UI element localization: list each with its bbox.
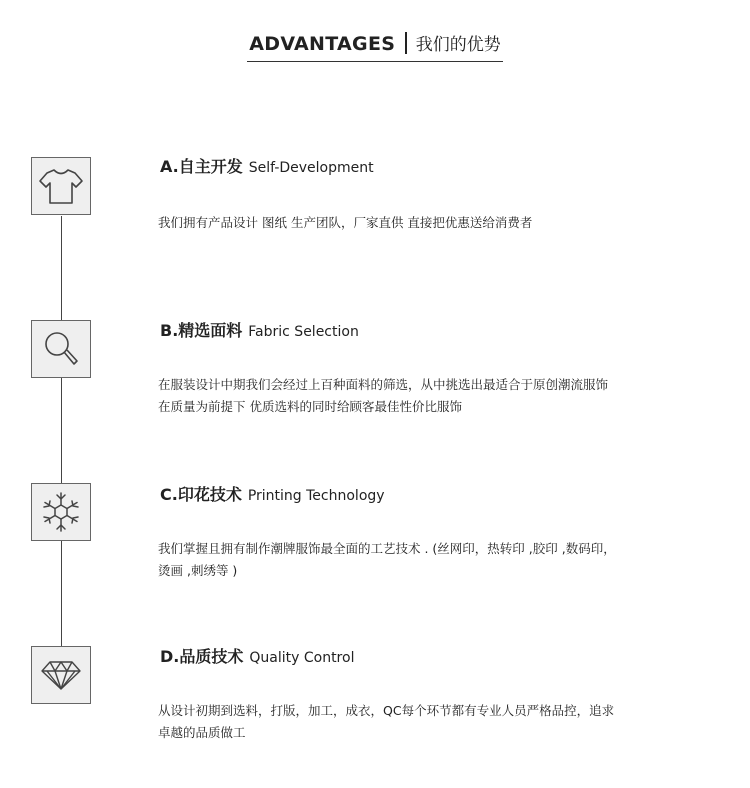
- item-title-c: [160, 482, 385, 505]
- header-title-zh: 我们的优势: [415, 35, 501, 55]
- item-icon-box-a: [31, 157, 91, 215]
- desc-line: 我们拥有产品设计 图纸 生产团队，厂家直供 直接把优惠送给消费者: [158, 215, 533, 230]
- item-desc-d: [158, 700, 698, 744]
- item-title-en: Self-Development: [248, 160, 374, 176]
- item-title-zh: A.自主开发: [160, 157, 243, 176]
- header-underlined-title: [247, 30, 502, 62]
- header-divider: [405, 32, 407, 54]
- item-title-zh: C.印花技术: [160, 485, 242, 504]
- magnifier-icon: [41, 329, 81, 369]
- desc-line: 卓越的品质做工: [158, 725, 246, 740]
- item-title-en: Quality Control: [249, 650, 355, 666]
- item-desc-b: [158, 374, 698, 418]
- snowflake-icon: [39, 490, 83, 534]
- item-desc-a: [158, 212, 698, 234]
- item-title-en: Fabric Selection: [248, 324, 359, 340]
- item-icon-box-d: [31, 646, 91, 704]
- item-title-zh: D.品质技术: [160, 647, 244, 666]
- desc-line: 烫画 ,刺绣等 ): [158, 563, 238, 578]
- diamond-icon: [39, 657, 83, 693]
- timeline-line: [61, 216, 62, 646]
- desc-line: 从设计初期到选料，打版，加工，成衣，QC每个环节都有专业人员严格品控，追求: [158, 703, 615, 718]
- desc-line: 我们掌握且拥有制作潮牌服饰最全面的工艺技术 . (丝网印，热转印 ,胶印 ,数码印，: [158, 541, 616, 556]
- item-title-b: [160, 318, 359, 341]
- item-title-zh: B.精选面料: [160, 321, 243, 340]
- item-title-a: [160, 154, 374, 177]
- desc-line: 在质量为前提下 优质选料的同时给顾客最佳性价比服饰: [158, 399, 462, 414]
- item-title-en: Printing Technology: [247, 488, 385, 504]
- header-title-en: ADVANTAGES: [249, 33, 396, 55]
- item-icon-box-b: [31, 320, 91, 378]
- tshirt-icon: [37, 166, 85, 206]
- desc-line: 在服装设计中期我们会经过上百种面料的筛选，从中挑选出最适合于原创潮流服饰: [158, 377, 609, 392]
- section-header: [0, 30, 750, 62]
- item-title-d: [160, 644, 354, 667]
- item-icon-box-c: [31, 483, 91, 541]
- item-desc-c: [158, 538, 698, 582]
